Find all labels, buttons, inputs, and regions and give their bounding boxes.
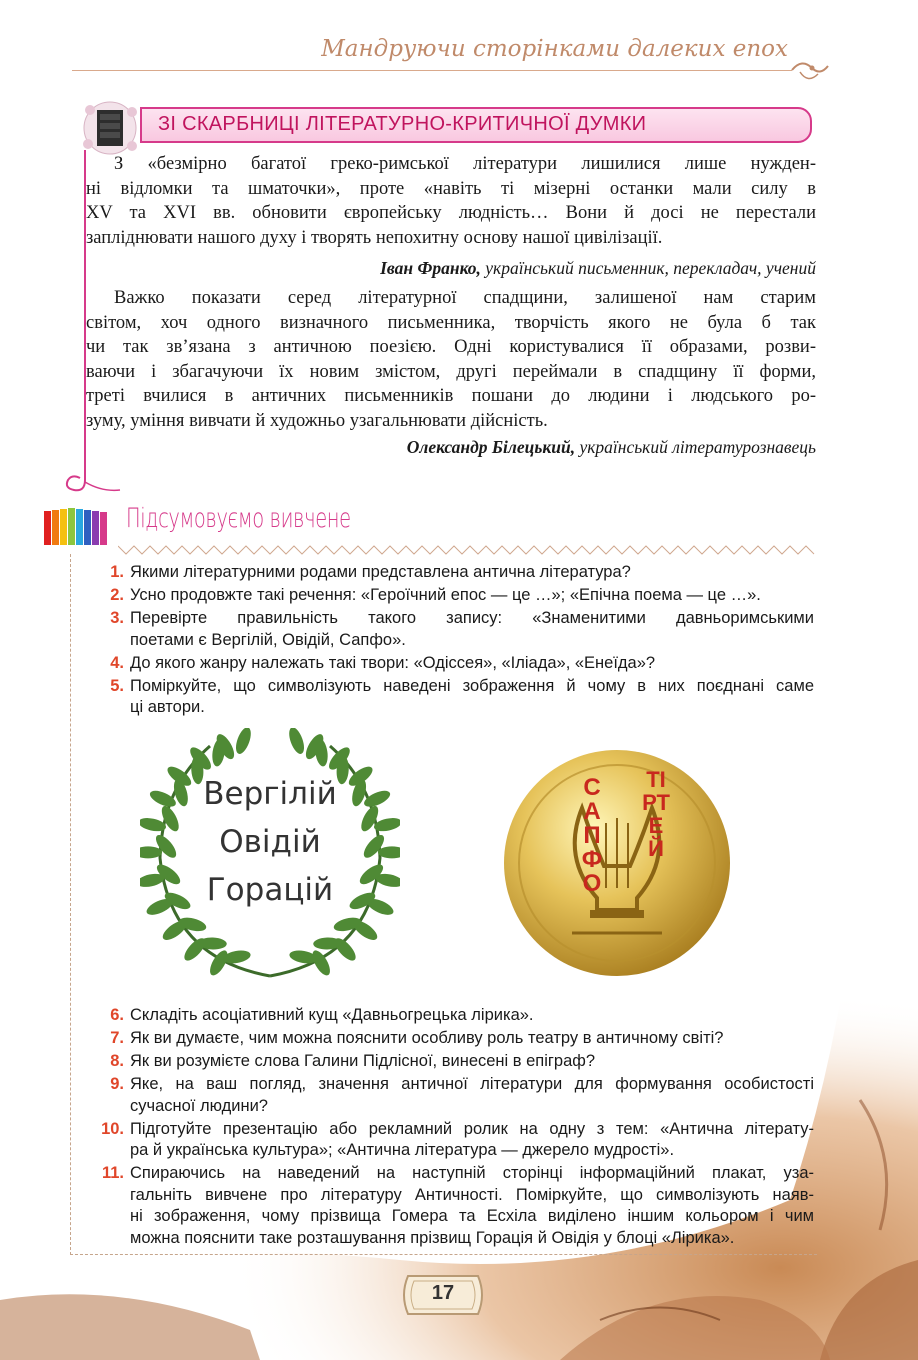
author-name: Олександр Білецький, (406, 437, 576, 457)
quote-biletskyi (86, 286, 816, 433)
question-text-line: Яке, на ваш погляд, значення античної літератури для формування особистості (130, 1075, 814, 1093)
quote-line: чи так зв’язана з античною поезією. Одні користувалися її образами, розви- (86, 337, 816, 357)
author-franko (86, 258, 816, 279)
question-number: 11. (101, 1164, 124, 1182)
ornament-flourish-icon (790, 56, 830, 86)
question-text-line: сучасної людини? (130, 1096, 268, 1115)
question-number: 5. (110, 676, 124, 695)
swirl-ornament-icon (62, 452, 122, 496)
question-text-line: Як ви розумієте слова Галини Підлісної, винесені в епіграф? (130, 1052, 596, 1070)
medal-name-tyrtaeus: ТІРТЕЙ (642, 767, 670, 861)
wreath-names (140, 728, 400, 984)
question-text-line: Складіть асоціативний кущ «Давньогрецька лірика». (130, 1006, 534, 1024)
question-number: 3. (110, 609, 124, 627)
question-text-line: Якими літературними родами представлена антична література? (130, 563, 631, 581)
question-text-line: поетами є Вергілій, Овідій, Сапфо». (130, 630, 406, 649)
running-title: Мандруючи сторінками далеких епох (321, 36, 788, 62)
quote-line: ваючи і збагачуючи їх новим змістом, другі переймали в спадщину її форми, (86, 361, 816, 382)
question-number: 4. (110, 653, 124, 672)
question-text-line: Перевірте правильність такого запису: «Знаменитими давньоримськими (130, 609, 814, 627)
question-text-line: До якого жанру належать такі твори: «Одіссея», «Іліада», «Енеїда»? (130, 653, 656, 672)
quote-line: зуму, уміння вивчати й художньо узагальнювати дійсність. (86, 410, 548, 431)
author-role: український літературознавець (579, 437, 816, 457)
question-number: 2. (110, 586, 124, 604)
question-text-line: ці автори. (130, 698, 205, 716)
header-rule (72, 70, 792, 71)
quote-franko (86, 152, 816, 250)
page-number: 17 (431, 1282, 455, 1304)
question-number: 10. (101, 1119, 124, 1138)
quote-line: XV та XVI вв. обновити європейську людність… Вони й досі не перестали (86, 203, 816, 223)
author-role: український письменник, перекладач, учений (485, 258, 816, 278)
quote-line: треті вчилися в античних письменників пошани до людини і людського ро- (86, 386, 816, 406)
question-number: 7. (110, 1029, 124, 1047)
question-text-line: Поміркуйте, що символізують наведені зображення й чому в них поєднані саме (130, 676, 814, 695)
question-text-line: ра й українська культура»; «Антична література — джерело мудрості». (130, 1141, 675, 1159)
wreath-name-vergilii: Вергілій (203, 776, 337, 812)
question-number: 6. (110, 1006, 124, 1024)
summary-title: Підсумовуємо вивчене (126, 503, 351, 534)
question-text-line: Як ви думаєте, чим можна пояснити особливу роль театру в античному світі? (130, 1029, 724, 1047)
quote-line: З «безмірно багатої греко-римської літератури лишилися лише нужден- (114, 154, 816, 174)
question-text-line: можна пояснити таке розташування прізвищ Горація й Овідія у блоці «Лірика». (130, 1228, 735, 1247)
question-number: 8. (110, 1052, 124, 1070)
gold-lyre-medal-image (502, 748, 732, 978)
wreath-name-horatsii: Горацій (206, 872, 334, 908)
question-text-line: Усно продовжте такі речення: «Героїчний епос — це …»; «Епічна поема — це …». (130, 586, 761, 604)
wreath-name-ovidii: Овідій (219, 824, 321, 860)
question-text-line: гальніть вивчене про літературу Античності. Поміркуйте, що символізують наяв- (130, 1185, 814, 1204)
quote-line: запліднювати нашого духу і творять непохитну основу нашої цивілізації. (86, 227, 663, 248)
author-biletskyi (86, 437, 816, 458)
author-name: Іван Франко, (380, 258, 481, 278)
question-number: 9. (110, 1075, 124, 1093)
question-text-line: Підготуйте презентацію або рекламний ролик на одну з тем: «Антична літерату- (130, 1119, 814, 1138)
quote-line: світом, хоч одного визначного письменника, творчість якого не була б так (86, 312, 816, 333)
question-text-line: Спираючись на наведений на наступній сторінці інформаційний плакат, уза- (130, 1164, 814, 1182)
quote-line: Важко показати серед літературної спадщини, залишеної нам старим (114, 288, 816, 308)
question-text-line: ні зображення, чому прізвища Гомера та Есхіла виділено іншим кольором і чим (130, 1207, 814, 1225)
book-stack-flower-icon (80, 98, 140, 156)
medal-name-sappho: САПФО (581, 774, 603, 897)
quote-line: ні відломки та шматочки», проте «навіть ті мізерні останки мали силу в (86, 178, 816, 199)
section-title: ЗІ СКАРБНИЦІ ЛІТЕРАТУРНО-КРИТИЧНОЇ ДУМКИ (158, 113, 647, 135)
question-number: 1. (110, 563, 124, 581)
rainbow-bookmarks-icon (44, 507, 108, 547)
